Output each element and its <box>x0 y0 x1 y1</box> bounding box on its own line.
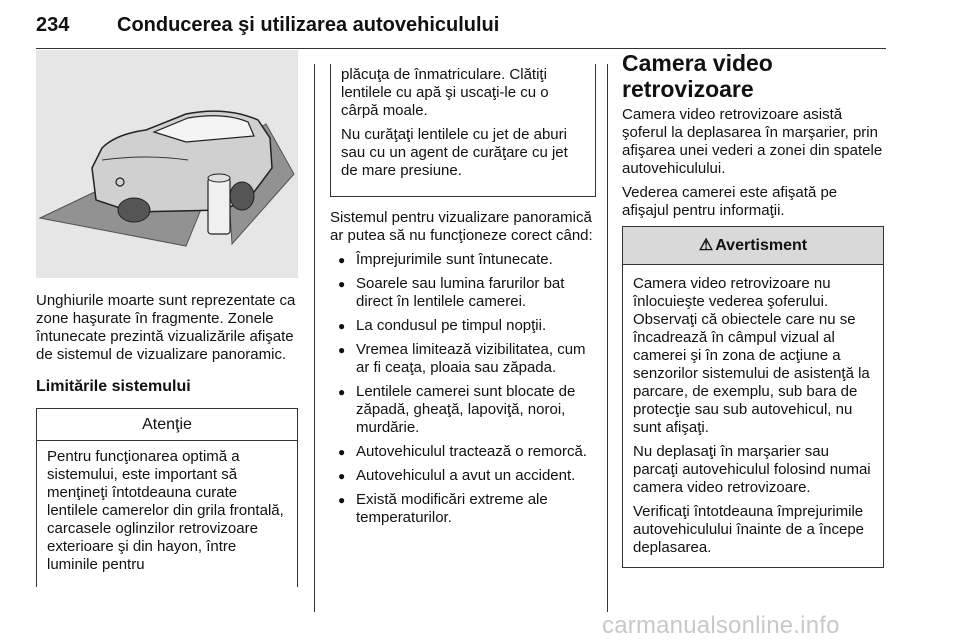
caution-continued-p2: Nu curăţaţi lentilele cu jet de aburi sau cu un agent de curăţare cu jet de mare presiune. <box>341 126 568 179</box>
list-item: ● Împrejurimile sunt întunecate. <box>330 251 596 269</box>
list-item: ● Lentilele camerei sunt blocate de zăpadă, gheaţă, lapoviţă, noroi, murdărie. <box>330 383 596 437</box>
warning-title: Avertisment <box>715 237 808 254</box>
column-1 <box>36 50 298 587</box>
caution-box <box>36 408 298 587</box>
warning-box <box>622 226 884 568</box>
caution-box-continued <box>330 64 596 197</box>
limitations-list <box>330 251 596 527</box>
watermark: carmanualsonline.info <box>602 612 840 639</box>
header-rule <box>36 48 886 49</box>
caution-continued-body <box>331 64 595 196</box>
caution-title: Atenţie <box>37 409 297 441</box>
car-blind-spot-drawing <box>36 50 298 278</box>
caution-continued-p1: plăcuţa de înmatriculare. Clătiţi lentilele cu apă şi uscaţi-le cu o cârpă moale. <box>341 66 549 119</box>
list-item: ● Soarele sau lumina farurilor bat direct în lentilele camerei. <box>330 275 596 311</box>
caution-text: Pentru funcţionarea optimă a sistemului, este important să menţineţi întotdeauna curate lentilele camerelor din grila frontală, carcasele oglinzilor retrovizoare exterioare şi din hayon, între luminile pentru <box>47 448 284 573</box>
list-item: ● Există modificări extreme ale temperaturilor. <box>330 491 596 527</box>
list-item: ● La condusul pe timpul nopţii. <box>330 317 596 335</box>
warning-p3: Verificaţi întotdeauna împrejurimile autovehiculului înainte de a începe deplasarea. <box>633 503 865 556</box>
page-number: 234 <box>36 14 70 36</box>
figure-caption: Unghiurile moarte sunt reprezentate ca zone haşurate în fragmente. Zonele întunecate prezintă vizualizările afişate de sistemul de vizualizare panoramic. <box>36 292 296 363</box>
warning-icon: ⚠ <box>698 237 714 254</box>
page-title: Conducerea şi utilizarea autovehiculului <box>117 14 500 36</box>
warning-body <box>623 265 883 567</box>
limitations-intro: Sistemul pentru vizualizare panoramică ar putea să nu funcţioneze corect când: <box>330 209 593 244</box>
column-3 <box>622 50 884 568</box>
warning-title-bar <box>623 227 883 265</box>
list-item: ● Vremea limitează vizibilitatea, cum ar fi ceaţa, ploaia sau zăpada. <box>330 341 596 377</box>
page-header <box>36 14 886 48</box>
section-heading-limitations: Limitările sistemului <box>36 378 191 395</box>
warning-p1: Camera video retrovizoare nu înlocuieşte vederea şoferului. Observaţi că obiectele care nu se încadrează în câmpul vizual al camerei şi în zona de acţiune a senzorilor sistemului de asistenţă la parcare, de exemplu, sub bara de protecţie sau sub autovehicul, nu sunt afişaţi. <box>633 275 870 436</box>
column-divider-right <box>607 64 608 612</box>
section-heading-rear-camera: Camera video retrovizoare <box>622 50 773 102</box>
caution-body <box>37 441 297 590</box>
list-item: ● Autovehiculul tractează o remorcă. <box>330 443 596 461</box>
rear-camera-p1: Camera video retrovizoare asistă şoferul la deplasarea în marşarier, prin afişarea unei vederi a zonei din spatele autovehiculului. <box>622 106 883 177</box>
warning-p2: Nu deplasaţi în marşarier sau parcaţi autovehiculul folosind numai camera video retrovizoare. <box>633 443 871 496</box>
list-item: ● Autovehiculul a avut un accident. <box>330 467 596 485</box>
rear-camera-p2: Vederea camerei este afişată pe afişajul pentru informaţii. <box>622 184 838 219</box>
column-divider-left <box>314 64 315 612</box>
car-camera-illustration <box>36 50 298 278</box>
column-2 <box>330 50 596 533</box>
